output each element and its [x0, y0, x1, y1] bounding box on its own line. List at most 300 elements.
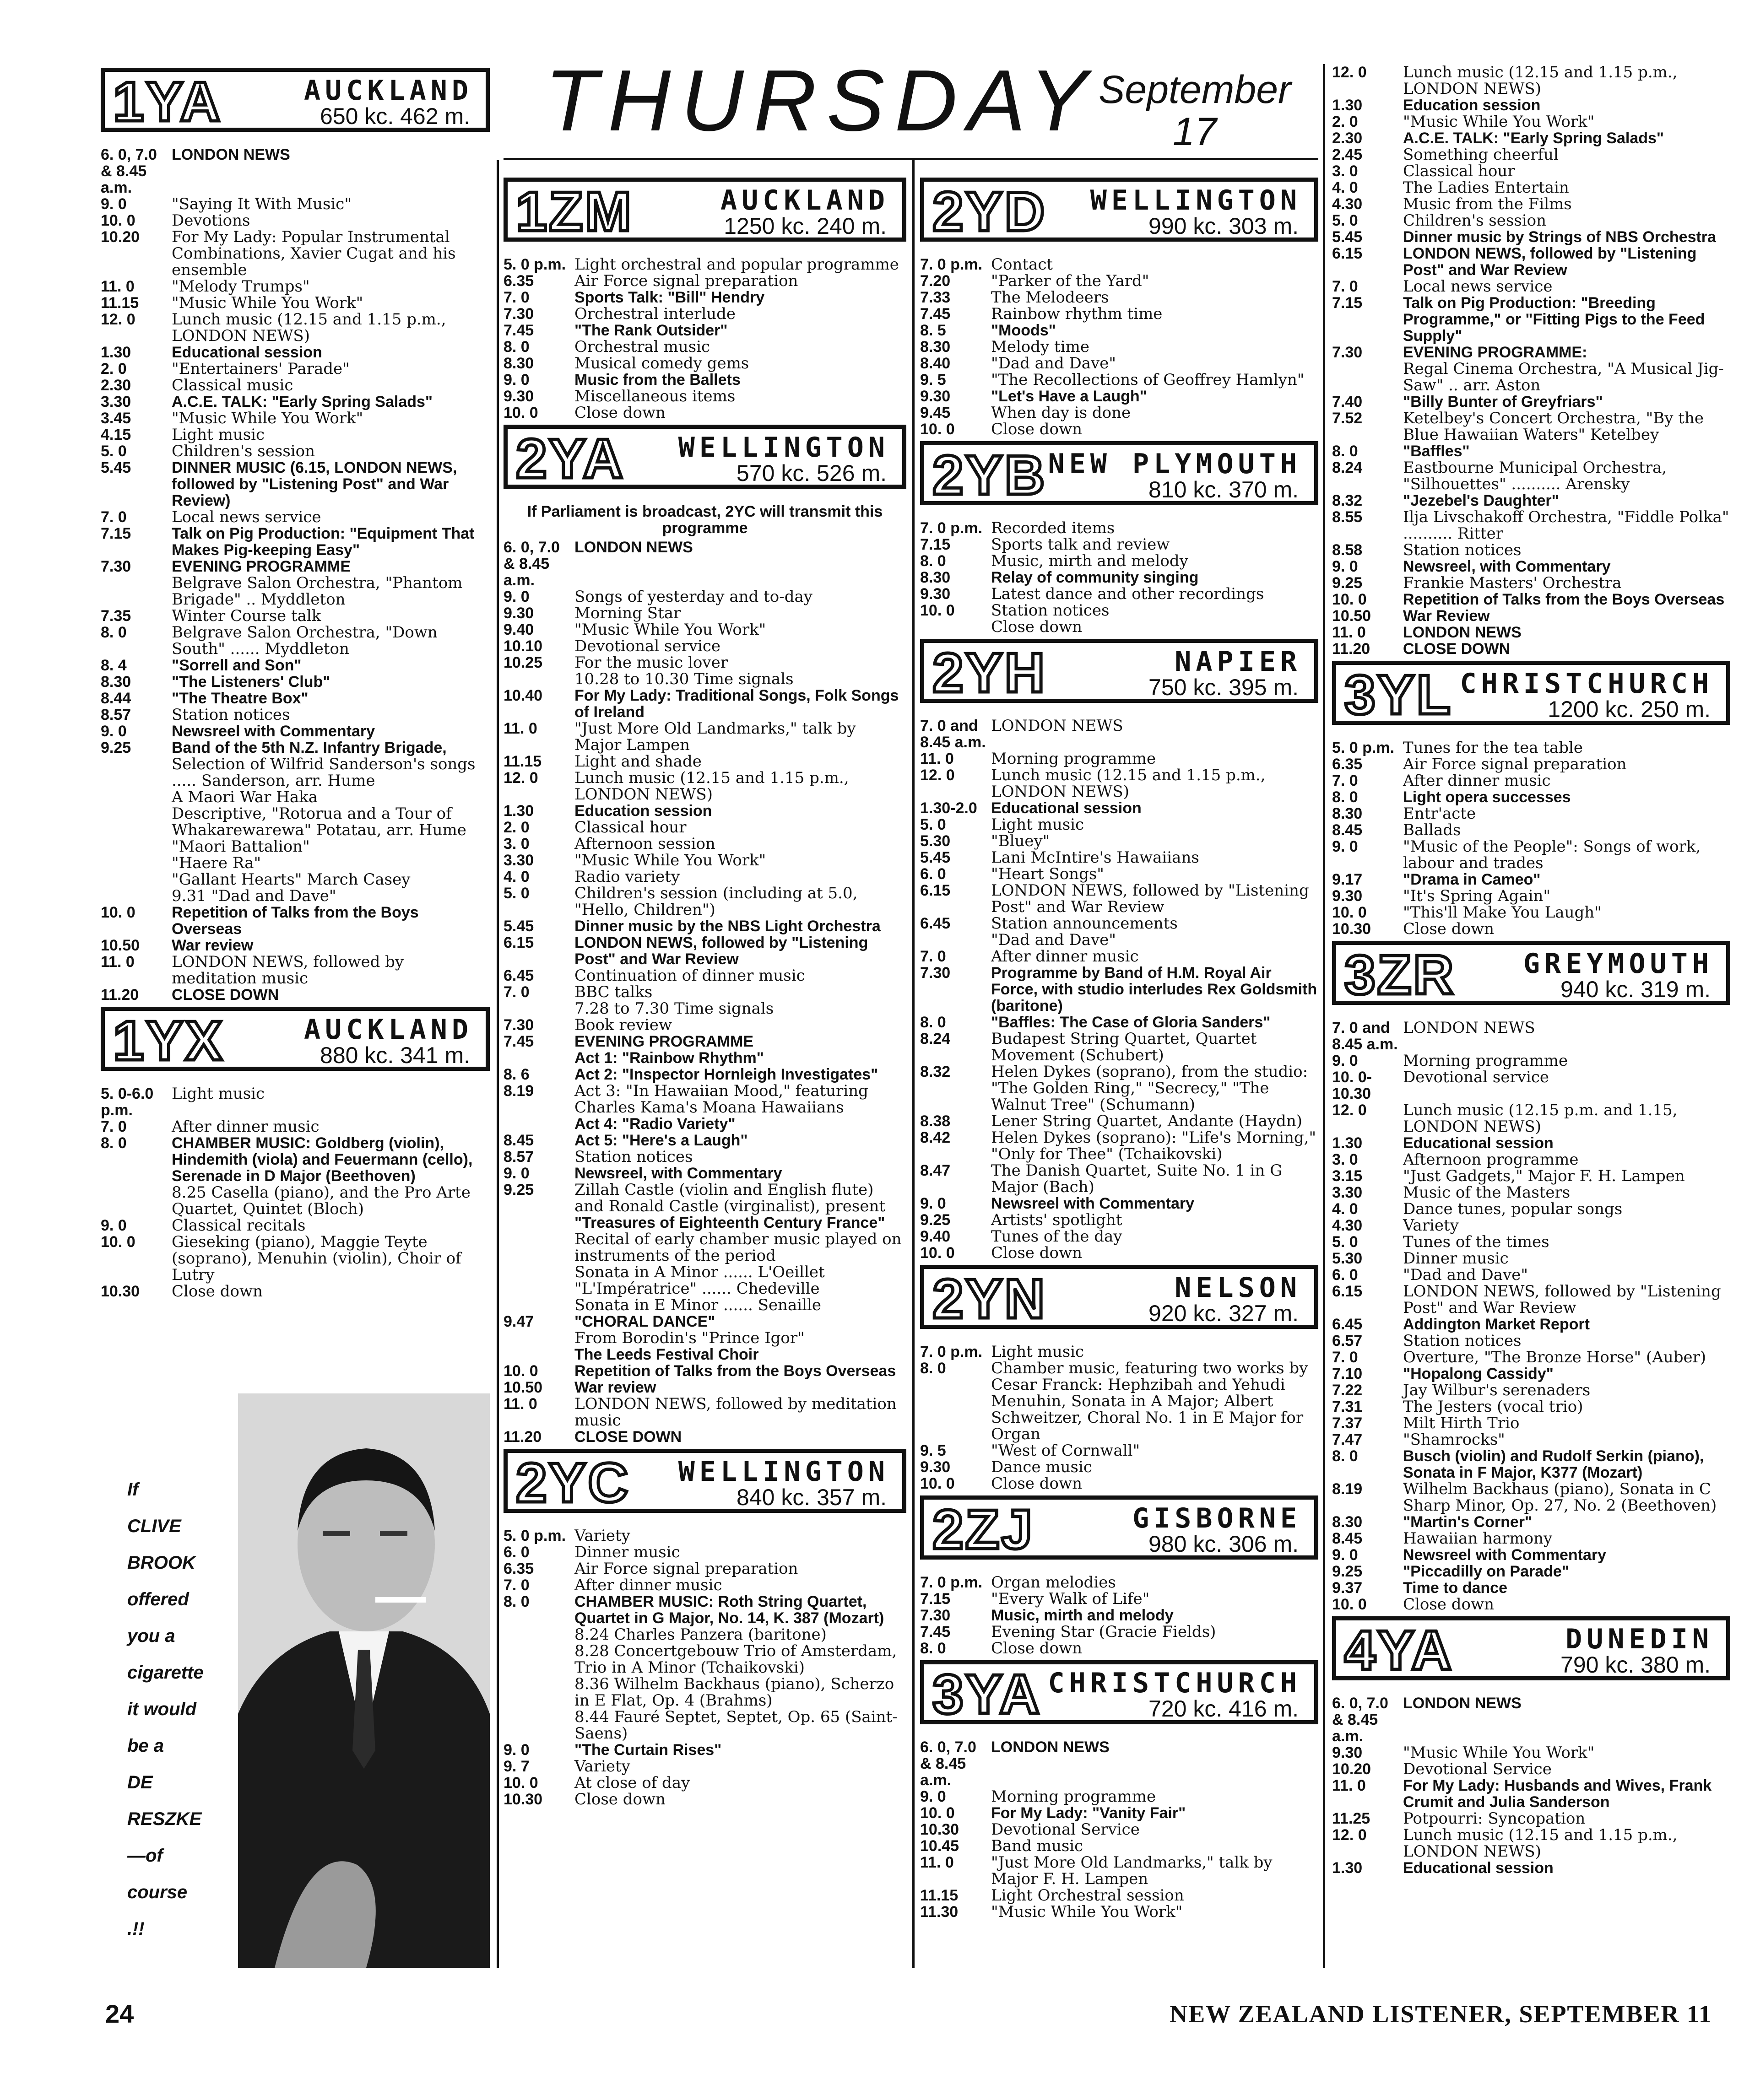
programme-entry: [101, 509, 490, 525]
programme-title: Education session: [574, 802, 712, 820]
programme-entry: [1332, 394, 1730, 410]
programme-title: Budapest String Quartet, Quartet Movement (Schubert): [991, 1030, 1257, 1064]
programme-entry: [504, 654, 906, 671]
station-header: [1332, 941, 1730, 1005]
programme-title: For My Lady: Popular Instrumental Combinations, Xavier Cugat and his ensemble: [172, 228, 456, 279]
station-2yh: [920, 639, 1318, 1261]
programme-time: 9.30: [920, 585, 951, 603]
programme-entry: [920, 833, 1318, 849]
programme-title: Sonata in A Minor ...... L'Oeillet: [574, 1263, 825, 1281]
programme-entry: [101, 1135, 490, 1184]
programme-title: Variety: [1403, 1216, 1459, 1235]
programme-entry: [920, 520, 1318, 536]
programme-title: Repetition of Talks from the Boys Overseas: [574, 1362, 896, 1380]
programme-entry: [101, 904, 490, 937]
advert-line: CLIVE: [127, 1516, 181, 1536]
programme-title: "Just Gadgets," Major F. H. Lampen: [1403, 1167, 1685, 1185]
column-4: [1332, 64, 1730, 1876]
programme-entry: [504, 1231, 906, 1264]
programme-title: Repetition of Talks from the Boys Overseas: [1403, 591, 1725, 608]
programme-entry: [504, 1577, 906, 1593]
programme-time: 9.17: [1332, 871, 1363, 888]
programme-title: Dinner music: [1403, 1249, 1509, 1268]
programme-title: Air Force signal preparation: [574, 1560, 798, 1578]
programme-entry: [920, 1805, 1318, 1821]
programme-entry: [1332, 1547, 1730, 1563]
programme-entry: [504, 388, 906, 405]
programme-title: 10.28 to 10.30 Time signals: [574, 670, 794, 688]
station-city: AUCKLAND: [304, 75, 473, 107]
programme-time: 8. 0: [920, 552, 946, 570]
programme-time: 6. 0, 7.0 & 8.45 a.m.: [504, 539, 560, 589]
programme-entry: [1332, 805, 1730, 822]
programme-title: LONDON NEWS, followed by "Listening Post" and War Review: [574, 934, 868, 968]
programme-time: 6. 0, 7.0 & 8.45 a.m.: [101, 146, 157, 196]
programme-time: 9. 0: [1332, 558, 1358, 575]
station-frequency: 790 kc. 380 m.: [1560, 1652, 1711, 1678]
programme-time: 8.38: [920, 1112, 951, 1130]
programme-title: Devotional service: [574, 637, 720, 655]
programme-time: 9.25: [504, 1181, 534, 1198]
column-rule: [497, 160, 499, 1968]
programme-entry: [101, 1118, 490, 1135]
programme-entry: [1332, 1366, 1730, 1382]
programme-time: 6.45: [504, 967, 534, 984]
programme-title: Lener String Quartet, Andante (Haydn): [991, 1112, 1302, 1130]
programme-time: 5. 0 p.m.: [504, 256, 566, 273]
programme-time: 7.37: [1332, 1414, 1363, 1432]
programme-title: Station notices: [574, 1148, 693, 1166]
programme-time: [504, 1346, 574, 1363]
programme-entry: [101, 212, 490, 229]
station-1ya: [101, 68, 490, 1003]
programme-title: "Sorrell and Son": [172, 657, 302, 674]
programme-time: 5. 0: [101, 443, 127, 460]
column-1: [101, 64, 490, 1300]
programme-title: Classical music: [172, 376, 293, 394]
station-frequency: 570 kc. 526 m.: [737, 460, 887, 486]
programme-time: 7. 0 p.m.: [920, 519, 983, 537]
programme-time: [101, 805, 172, 838]
programme-title: The Jesters (vocal trio): [1403, 1398, 1583, 1416]
programme-title: Light music: [991, 815, 1084, 834]
programme-entry: [1332, 1810, 1730, 1827]
programme-time: 9. 0: [1332, 1546, 1358, 1564]
programme-entry: [504, 852, 906, 869]
programme-title: "Just More Old Landmarks," talk by Major Lampen: [574, 719, 856, 754]
call-sign: 1YX: [113, 1010, 224, 1072]
programme-entry: [101, 723, 490, 740]
programme-entry: [504, 638, 906, 654]
programme-title: "Melody Trumps": [172, 277, 310, 296]
programme-time: 8. 0: [920, 1014, 946, 1031]
programme-title: Air Force signal preparation: [1403, 755, 1627, 773]
programme-time: 9. 0: [101, 195, 127, 213]
programme-time: 12. 0: [1332, 1101, 1367, 1119]
programme-title: Zillah Castle (violin and English flute) and Ronald Castle (virginalist), present: [574, 1181, 886, 1215]
programme-time: [920, 619, 991, 635]
programme-entry: [504, 1033, 906, 1050]
programme-title: Air Force signal preparation: [574, 272, 798, 290]
programme-title: Helen Dykes (soprano), from the studio: "The Golden Ring," "Secrecy," "The Walnut Tree" (Schumann): [991, 1063, 1308, 1114]
programme-entry: [101, 311, 490, 344]
programme-time: 9.30: [1332, 887, 1363, 905]
programme-title: Close down: [991, 618, 1082, 636]
programme-time: 12. 0: [504, 769, 538, 787]
programme-time: 7.10: [1332, 1365, 1363, 1382]
station-frequency: 1250 kc. 240 m.: [724, 213, 887, 239]
programme-time: 10. 0: [101, 212, 135, 229]
programme-title: LONDON NEWS, followed by meditation music: [574, 1395, 897, 1430]
call-sign: 3YA: [932, 1663, 1042, 1725]
programme-title: "Music While You Work": [991, 1903, 1183, 1921]
programme-entry: [1332, 1563, 1730, 1580]
programme-time: 7.52: [1332, 410, 1363, 427]
programme-time: 9. 0: [1332, 838, 1358, 855]
programme-entry: [504, 1676, 906, 1709]
programme-time: 7. 0: [1332, 278, 1358, 295]
programme-time: [101, 575, 172, 608]
programme-time: 7.35: [101, 607, 131, 625]
programme-time: 2.30: [1332, 130, 1363, 147]
programme-time: 7. 0: [1332, 772, 1358, 789]
programme-title: Music from the Ballets: [574, 371, 741, 389]
programme-entry: [920, 553, 1318, 569]
programme-title: Band of the 5th N.Z. Infantry Brigade,: [172, 739, 447, 756]
programme-title: "Gallant Hearts" March Casey: [172, 870, 411, 889]
station-3yl: [1332, 661, 1730, 937]
programme-entry: [101, 1283, 490, 1300]
programme-entry: [920, 256, 1318, 273]
programme-title: For My Lady: Husbands and Wives, Frank Crumit and Julia Sanderson: [1403, 1777, 1712, 1811]
programme-title: The Ladies Entertain: [1403, 178, 1569, 197]
programme-entry: [504, 1083, 906, 1116]
programme-entry: [101, 707, 490, 723]
programme-entry: [1332, 1860, 1730, 1876]
programme-time: 8.45: [504, 1132, 534, 1149]
programme-time: 9.30: [920, 1458, 951, 1476]
programme-time: 10.50: [101, 937, 140, 954]
programme-title: "Drama in Cameo": [1403, 871, 1541, 888]
programme-title: Miscellaneous items: [574, 387, 736, 405]
programme-time: 5. 0: [920, 816, 946, 833]
programme-title: LONDON NEWS: [991, 1738, 1110, 1756]
station-city: NAPIER: [1175, 646, 1301, 678]
programme-title: At close of day: [574, 1774, 690, 1792]
call-sign: 1YA: [113, 70, 222, 133]
programme-entry: [101, 278, 490, 295]
programme-time: 9.37: [1332, 1579, 1363, 1597]
programme-entry: [1332, 789, 1730, 805]
programme-title: Sports talk and review: [991, 535, 1170, 554]
programme-entry: [920, 948, 1318, 965]
programme-entry: [504, 1544, 906, 1560]
station-city: DUNEDIN: [1565, 1623, 1713, 1655]
programme-entry: [1332, 229, 1730, 245]
month-label: September: [1099, 68, 1291, 112]
programme-time: 9.30: [920, 388, 951, 405]
programme-title: Dinner music: [574, 1543, 680, 1561]
programme-entry: [504, 1149, 906, 1165]
programme-entry: [920, 718, 1318, 750]
programme-title: Hawaiian harmony: [1403, 1529, 1553, 1548]
programme-entry: [1332, 591, 1730, 608]
programme-time: 5.45: [101, 459, 131, 476]
column-rule: [912, 160, 915, 1968]
call-sign: 2ZJ: [932, 1498, 1034, 1560]
programme-time: 10. 0: [920, 1475, 955, 1492]
programme-time: 10.30: [920, 1821, 959, 1838]
programme-time: 8. 5: [920, 322, 946, 339]
programme-time: 8.40: [920, 355, 951, 372]
programme-entry: [504, 984, 906, 1000]
programme-title: 8.36 Wilhelm Backhaus (piano), Scherzo in E Flat, Op. 4 (Brahms): [574, 1675, 894, 1710]
programme-title: Children's session: [1403, 211, 1547, 230]
programme-time: 8.55: [1332, 508, 1363, 526]
programme-entry: [101, 789, 490, 805]
column-rule: [1323, 64, 1325, 1968]
programme-time: [101, 838, 172, 855]
programme-title: Children's session: [172, 442, 315, 460]
programme-entry: [920, 1887, 1318, 1904]
programme-title: After dinner music: [574, 1576, 722, 1594]
programme-title: Dance music: [991, 1458, 1092, 1476]
station-2yn: [920, 1265, 1318, 1492]
programme-entry: [920, 1344, 1318, 1360]
programme-time: 12. 0: [1332, 64, 1367, 81]
programme-title: Light music: [991, 1343, 1084, 1361]
programme-entry: [1332, 130, 1730, 146]
programme-time: 2. 0: [101, 360, 127, 378]
programme-entry: [1332, 1481, 1730, 1514]
programme-time: 10. 0: [1332, 1596, 1367, 1613]
programme-title: "The Curtain Rises": [574, 1741, 722, 1759]
programme-time: 3. 0: [1332, 162, 1358, 180]
programme-title: "The Recollections of Geoffrey Hamlyn": [991, 371, 1305, 389]
programme-entry: [504, 1132, 906, 1149]
programme-entry: [1332, 1580, 1730, 1596]
programme-title: "CHORAL DANCE": [574, 1313, 715, 1330]
programme-title: Devotions: [172, 211, 250, 230]
programme-entry: [504, 803, 906, 819]
programme-time: 10. 0: [101, 904, 135, 921]
programme-time: 8. 0: [101, 1134, 127, 1152]
programme-title: Classical hour: [1403, 162, 1515, 180]
column-3: [920, 174, 1318, 1920]
programme-title: LONDON NEWS, followed by meditation music: [172, 953, 404, 988]
programme-entry: [101, 394, 490, 410]
programme-entry: [504, 1000, 906, 1017]
programme-title: Lani McIntire's Hawaiians: [991, 848, 1199, 867]
station-city: GREYMOUTH: [1523, 948, 1713, 980]
advert-line: If: [127, 1479, 139, 1500]
programme-title: LONDON NEWS: [1403, 1019, 1535, 1037]
programme-time: 8.30: [920, 569, 951, 586]
programme-time: 7.45: [504, 1033, 534, 1050]
programme-title: Devotional Service: [1403, 1760, 1552, 1778]
programme-title: Repetition of Talks from the Boys Overseas: [172, 904, 419, 938]
programme-entry: [101, 954, 490, 987]
programme-title: Educational session: [172, 344, 322, 361]
programme-time: 7. 0 p.m.: [920, 1574, 983, 1591]
programme-entry: [920, 289, 1318, 306]
programme-title: "Every Walk of Life": [991, 1590, 1150, 1608]
programme-entry: [1332, 1777, 1730, 1810]
programme-title: "Dad and Dave": [991, 931, 1116, 949]
programme-entry: [1332, 113, 1730, 130]
programme-entry: [1332, 344, 1730, 361]
programme-title: Newsreel with Commentary: [1403, 1546, 1607, 1564]
programme-time: 10. 0: [920, 421, 955, 438]
programme-title: Afternoon session: [574, 835, 715, 853]
programme-entry: [101, 558, 490, 575]
programme-time: 5.45: [504, 918, 534, 935]
programme-time: 12. 0: [920, 767, 955, 784]
programme-time: 7.45: [504, 322, 534, 339]
station-3zr: [1332, 941, 1730, 1613]
programme-entry: [101, 987, 490, 1003]
programme-time: [920, 932, 991, 948]
programme-time: 6. 0: [920, 865, 946, 883]
programme-entry: [1332, 558, 1730, 575]
programme-time: 7.45: [920, 305, 951, 323]
programme-time: 8.47: [920, 1162, 951, 1179]
programme-time: 11.15: [920, 1887, 959, 1904]
programme-entry: [920, 536, 1318, 553]
programme-time: 4. 0: [504, 868, 530, 885]
date-label: [1099, 69, 1291, 153]
station-header: [920, 1265, 1318, 1329]
programme-title: Light orchestral and popular programme: [574, 255, 899, 274]
programme-time: 9. 5: [920, 371, 946, 389]
programme-entry: [504, 1791, 906, 1808]
programme-title: CHAMBER MUSIC: Roth String Quartet, Quartet in G Major, No. 14, K. 387 (Mozart): [574, 1593, 884, 1627]
programme-title: The Danish Quartet, Suite No. 1 in G Major (Bach): [991, 1161, 1283, 1196]
programme-entry: [504, 753, 906, 770]
programme-time: 9. 0: [101, 1217, 127, 1234]
programme-entry: [101, 146, 490, 196]
programme-entry: [920, 1838, 1318, 1854]
programme-time: 5. 0-6.0 p.m.: [101, 1085, 154, 1119]
programme-entry: [1332, 1431, 1730, 1448]
programme-entry: [504, 1379, 906, 1396]
programme-entry: [1332, 1382, 1730, 1398]
programme-entry: [1332, 1744, 1730, 1761]
programme-title: Close down: [574, 404, 666, 422]
programme-time: 6.15: [1332, 1283, 1363, 1300]
programme-title: "Hopalong Cassidy": [1403, 1365, 1554, 1382]
station-header: [504, 425, 906, 489]
call-sign: 2YB: [932, 444, 1047, 506]
programme-entry: [1332, 179, 1730, 196]
programme-time: 11. 0: [920, 1854, 954, 1871]
programme-title: "Dad and Dave": [991, 354, 1116, 372]
programme-entry: [1332, 1250, 1730, 1267]
programme-entry: [1332, 1827, 1730, 1860]
programme-title: When day is done: [991, 404, 1131, 422]
programme-title: Station notices: [991, 601, 1110, 620]
programme-title: Dinner music by Strings of NBS Orchestra: [1403, 228, 1716, 246]
station-2ya: [504, 425, 906, 1445]
programme-entry: [504, 1429, 906, 1445]
programme-entry: [1332, 1514, 1730, 1530]
station-city: NELSON: [1175, 1272, 1301, 1304]
programme-entry: [1332, 756, 1730, 772]
programme-time: [101, 789, 172, 805]
programme-title: Something cheerful: [1403, 146, 1559, 164]
programme-time: 3.15: [1332, 1167, 1363, 1185]
programme-title: Potpourri: Syncopation: [1403, 1809, 1586, 1828]
programme-time: 7. 0: [504, 983, 530, 1001]
day-number: 17: [1173, 110, 1217, 154]
programme-entry: [1332, 1398, 1730, 1415]
programme-title: "Heart Songs": [991, 865, 1104, 883]
programme-entry: [504, 720, 906, 753]
programme-time: 8.45: [1332, 821, 1363, 839]
programme-entry: [920, 965, 1318, 1014]
programme-title: Gieseking (piano), Maggie Teyte (soprano), Menuhin (violin), Choir of Lutry: [172, 1233, 461, 1284]
programme-time: 7. 0 p.m.: [920, 1343, 983, 1360]
programme-time: 9.30: [504, 605, 534, 622]
programme-time: 3.30: [101, 393, 131, 410]
programme-entry: [504, 256, 906, 273]
programme-title: Busch (violin) and Rudolf Serkin (piano), Sonata in F Major, K377 (Mozart): [1403, 1447, 1704, 1481]
station-frequency: 750 kc. 395 m.: [1148, 675, 1299, 700]
programme-entry: [920, 1063, 1318, 1113]
programme-entry: [1332, 1349, 1730, 1366]
programme-time: 5. 0 p.m.: [504, 1527, 566, 1544]
programme-entry: [920, 1591, 1318, 1607]
programme-time: 10.25: [504, 654, 543, 671]
programme-title: Jay Wilbur's serenaders: [1403, 1381, 1591, 1399]
programme-time: 5.45: [920, 849, 951, 866]
programme-entry: [1332, 295, 1730, 344]
programme-time: 6.15: [1332, 245, 1363, 262]
programme-entry: [920, 750, 1318, 767]
programme-time: 5. 0 p.m.: [1332, 739, 1395, 756]
programme-title: Winter Course talk: [172, 607, 321, 625]
programme-entry: [1332, 1184, 1730, 1201]
advert-line: cigarette: [127, 1663, 204, 1683]
advert-line: —of: [127, 1846, 163, 1866]
programme-entry: [504, 1017, 906, 1033]
programme-title: Relay of community singing: [991, 569, 1199, 586]
programme-time: 9.30: [1332, 1744, 1363, 1761]
programme-title: Education session: [1403, 97, 1541, 114]
programme-title: Close down: [172, 1282, 263, 1301]
programme-title: Newsreel, with Commentary: [574, 1165, 782, 1182]
programme-title: Devotional Service: [991, 1820, 1140, 1839]
programme-title: Light music: [172, 426, 265, 444]
programme-title: Melody time: [991, 338, 1089, 356]
column-2: [504, 174, 906, 1808]
station-city: CHRISTCHURCH: [1460, 668, 1713, 700]
programme-entry: [504, 1116, 906, 1132]
programme-time: 11. 0: [504, 1395, 537, 1413]
programme-entry: [1332, 410, 1730, 443]
programme-title: Lunch music (12.15 and 1.15 p.m., LONDON NEWS): [172, 310, 446, 345]
programme-time: [504, 1676, 574, 1709]
programme-entry: [101, 838, 490, 855]
programme-time: 2.45: [1332, 146, 1363, 163]
programme-entry: [1332, 871, 1730, 888]
programme-time: 7.15: [920, 536, 951, 553]
programme-entry: [1332, 608, 1730, 624]
call-sign: 3ZR: [1344, 944, 1456, 1006]
call-sign: 2YD: [932, 180, 1047, 243]
station-1yx: [101, 1007, 490, 1300]
programme-entry: [504, 1346, 906, 1363]
